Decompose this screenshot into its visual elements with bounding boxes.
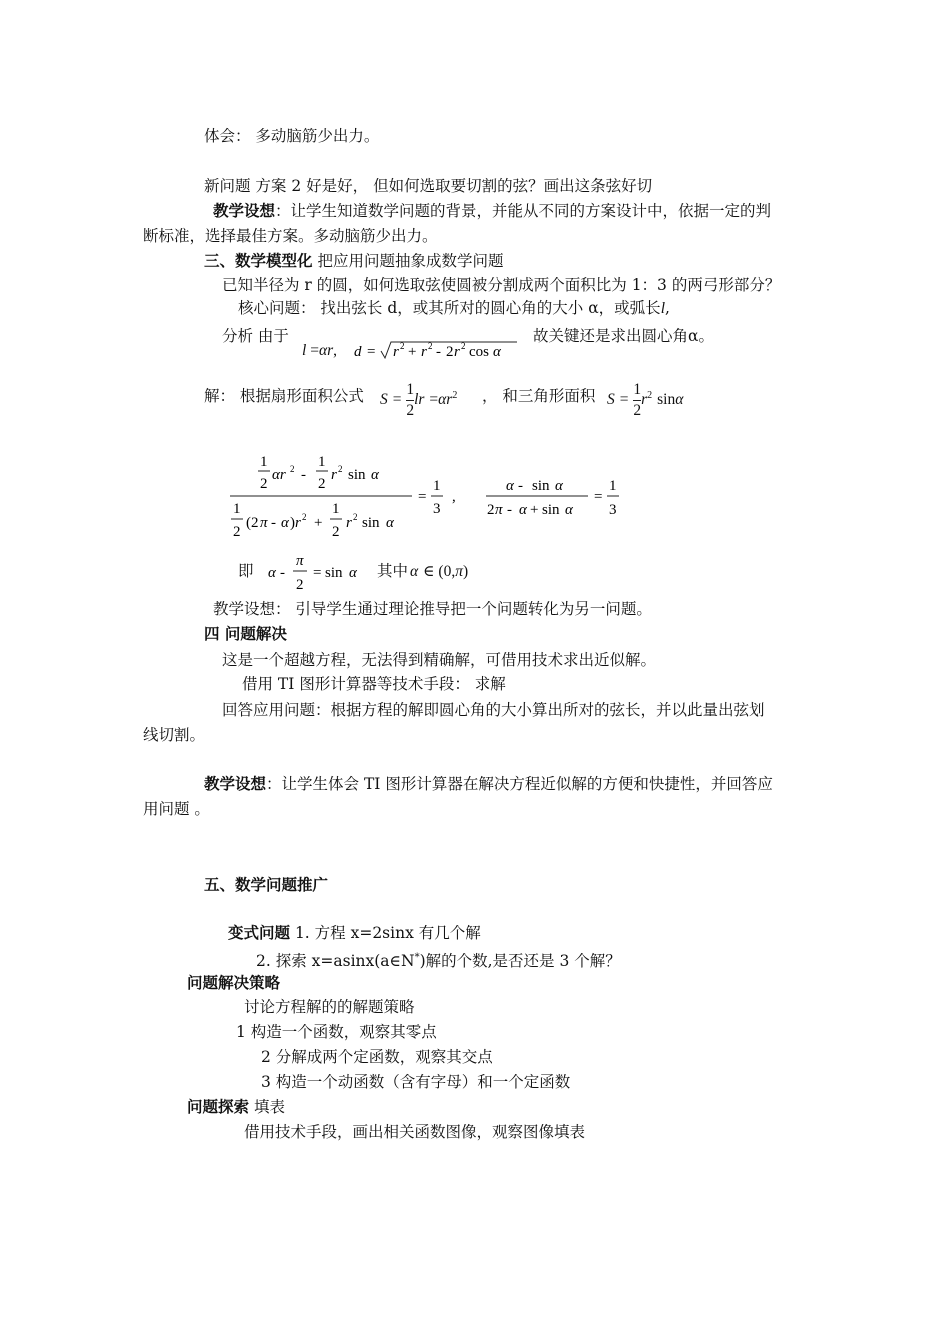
strategy-line: 讨论方程解的的解题策略 [244,998,415,1016]
svg-text:-: - [518,478,523,494]
teaching-idea-text: ：让学生体会 TI 图形计算器在解决方程近似解的方便和快捷性，并回答应 [266,775,773,793]
solution-label: 解： 根据扇形面积公式 [204,387,364,405]
svg-text:+: + [530,502,539,518]
fraction-half: $\frac{1}{2}$ [633,380,642,419]
svg-text:2: 2 [428,341,433,351]
transcendental-equation [266,550,366,596]
svg-text:α: α [493,344,501,360]
svg-text:): ) [290,515,295,531]
variant-2-post: )解的个数,是否还是 3 个解？ [419,952,621,971]
section-3-label: 三、数学模型化 [204,251,313,270]
svg-text:1: 1 [318,454,326,470]
svg-text:αr: αr [272,467,286,483]
svg-text:r: r [331,467,337,483]
teaching-idea-label: 教学设想 [213,201,276,220]
variant-question-1 [228,923,481,943]
arc-length-symbol: l [660,300,665,317]
core-question-text: 核心问题： 找出弦长 d，或其所对的圆心角的大小 α，或弧长 [238,299,661,317]
svg-text:2: 2 [260,476,268,492]
technology-note: 借用 TI 图形计算器等技术手段： 求解 [242,675,506,693]
svg-text:+: + [314,515,323,531]
svg-text:π: π [296,553,304,569]
explore-label: 问题探索 [187,1097,250,1116]
teaching-idea-label: 教学设想 [204,774,267,793]
strategy-heading: 问题解决策略 [187,973,281,992]
strategy-line: 3 构造一个动函数（含有字母）和一个定函数 [261,1073,571,1091]
svg-text:α: α [268,565,276,581]
svg-text:α: α [506,478,514,494]
section-4-heading: 四 问题解决 [204,624,287,643]
domain-interval: α ∈ (0,π) [410,563,469,580]
svg-text:,: , [452,489,456,505]
svg-text:α: α [519,502,527,518]
svg-text:-: - [280,565,285,581]
variant-1-text: 1. 方程 x=2sinx 有几个解 [290,924,481,942]
svg-text:r: r [346,515,352,531]
svg-text:r: r [421,344,427,360]
svg-text:sin: sin [362,515,380,531]
problem-statement: 已知半径为 r 的圆，如何选取弦使圆被分割成两个面积比为 1：3 的两弓形部分？ [222,276,781,294]
triangle-area-formula: S = $\frac{1}{2}$ $r^2$ sinα [607,380,684,419]
formula-arc: l =αr, [302,342,337,359]
reflection-line: 体会： 多动脑筋少出力。 [204,127,380,145]
svg-text:2: 2 [446,344,454,360]
svg-text:1: 1 [332,501,340,517]
teaching-idea-3 [204,774,773,794]
svg-text:π: π [260,515,268,531]
svg-text:2: 2 [353,512,358,522]
new-question-line: 新问题 方案 2 好是好， 但如何选取要切割的弦？画出这条弦好切 [204,177,653,195]
svg-text:sin: sin [348,467,366,483]
svg-text:1: 1 [260,454,268,470]
svg-text:2: 2 [318,476,326,492]
svg-text:=: = [594,489,603,505]
svg-text:2: 2 [233,524,241,540]
teaching-idea-3-cont: 用问题 。 [143,800,210,818]
svg-text:1: 1 [609,478,617,494]
svg-text:2: 2 [302,512,307,522]
strategy-line: 1 构造一个函数，观察其零点 [236,1023,437,1041]
explore-heading [187,1097,285,1117]
teaching-idea-text: ：让学生知道数学问题的背景，并能从不同的方案设计中，依据一定的判 [275,202,772,220]
svg-text:-: - [301,467,306,483]
svg-text:r: r [454,344,460,360]
svg-text:π: π [495,502,503,518]
svg-text:-: - [271,515,276,531]
svg-text:r: r [393,344,399,360]
svg-text:r: r [295,515,301,531]
solution-mid: ， 和三角形面积 [482,387,596,405]
svg-text:-: - [507,502,512,518]
hence-label: 即 [238,562,254,580]
transcendental-note: 这是一个超越方程，无法得到精确解，可借用技术求出近似解。 [222,651,657,669]
teaching-idea-2: 教学设想： 引导学生通过理论推导把一个问题转化为另一问题。 [213,600,652,618]
svg-text:d: d [354,344,362,360]
svg-text:3: 3 [433,501,441,517]
explore-text: 填表 [249,1098,285,1116]
section-3-text: 把应用问题抽象成数学问题 [312,252,504,270]
svg-text:2: 2 [332,524,340,540]
core-question: 核心问题： 找出弦长 d，或其所对的圆心角的大小 α，或弧长l, [238,299,670,317]
svg-text:sin: sin [532,478,550,494]
svg-text:+: + [408,344,417,360]
teaching-idea-1 [213,201,771,221]
variant-2-pre: 2. 探索 x=asinx(a∈N [256,952,415,971]
svg-text:1: 1 [433,478,441,494]
domain-label: 其中 [377,562,409,580]
svg-text:3: 3 [609,502,617,518]
area-ratio-equation [228,450,468,550]
application-answer-cont: 线切割。 [143,726,206,744]
section-5-heading: 五、数学问题推广 [204,875,329,894]
svg-text:α: α [371,467,379,483]
svg-text:2: 2 [487,502,495,518]
svg-text:2: 2 [338,464,343,474]
svg-text:=: = [367,344,376,360]
analysis-conclusion: 故关键还是求出圆心角α。 [533,327,714,345]
fraction-half: $\frac{1}{2}$ [406,380,415,419]
formula-chord [353,336,523,364]
svg-text:α: α [349,565,357,581]
svg-text:α: α [555,478,563,494]
variant-question-2 [256,948,621,971]
simplified-ratio-equation [484,474,624,526]
svg-text:-: - [436,344,441,360]
svg-text:α: α [565,502,573,518]
svg-text:α: α [386,515,394,531]
svg-text:sin: sin [325,565,343,581]
svg-text:α: α [281,515,289,531]
svg-text:2: 2 [461,341,466,351]
svg-text:cos: cos [469,344,489,360]
svg-text:=: = [418,489,427,505]
svg-text:2: 2 [400,341,405,351]
strategy-line: 2 分解成两个定函数，观察其交点 [261,1048,493,1066]
svg-text:2: 2 [290,464,295,474]
variant-label: 变式问题 [228,923,291,942]
teaching-idea-1-cont: 断标准，选择最佳方案。多动脑筋少出力。 [143,227,438,245]
section-3-heading [204,251,503,271]
svg-text:=: = [313,565,322,581]
svg-text:sin: sin [542,502,560,518]
svg-text:(2: (2 [246,515,259,531]
application-answer: 回答应用问题：根据方程的解即圆心角的大小算出所对的弦长，并以此量出弦划 [222,701,765,719]
svg-text:1: 1 [233,501,241,517]
svg-text:2: 2 [296,577,304,593]
variant-2-sup: * [414,952,420,963]
sector-area-formula: S = $\frac{1}{2}$ lr $=\alpha r^2$ [380,380,458,419]
analysis-label: 分析 由于 [222,327,289,345]
explore-line: 借用技术手段，画出相关函数图像，观察图像填表 [244,1123,586,1141]
